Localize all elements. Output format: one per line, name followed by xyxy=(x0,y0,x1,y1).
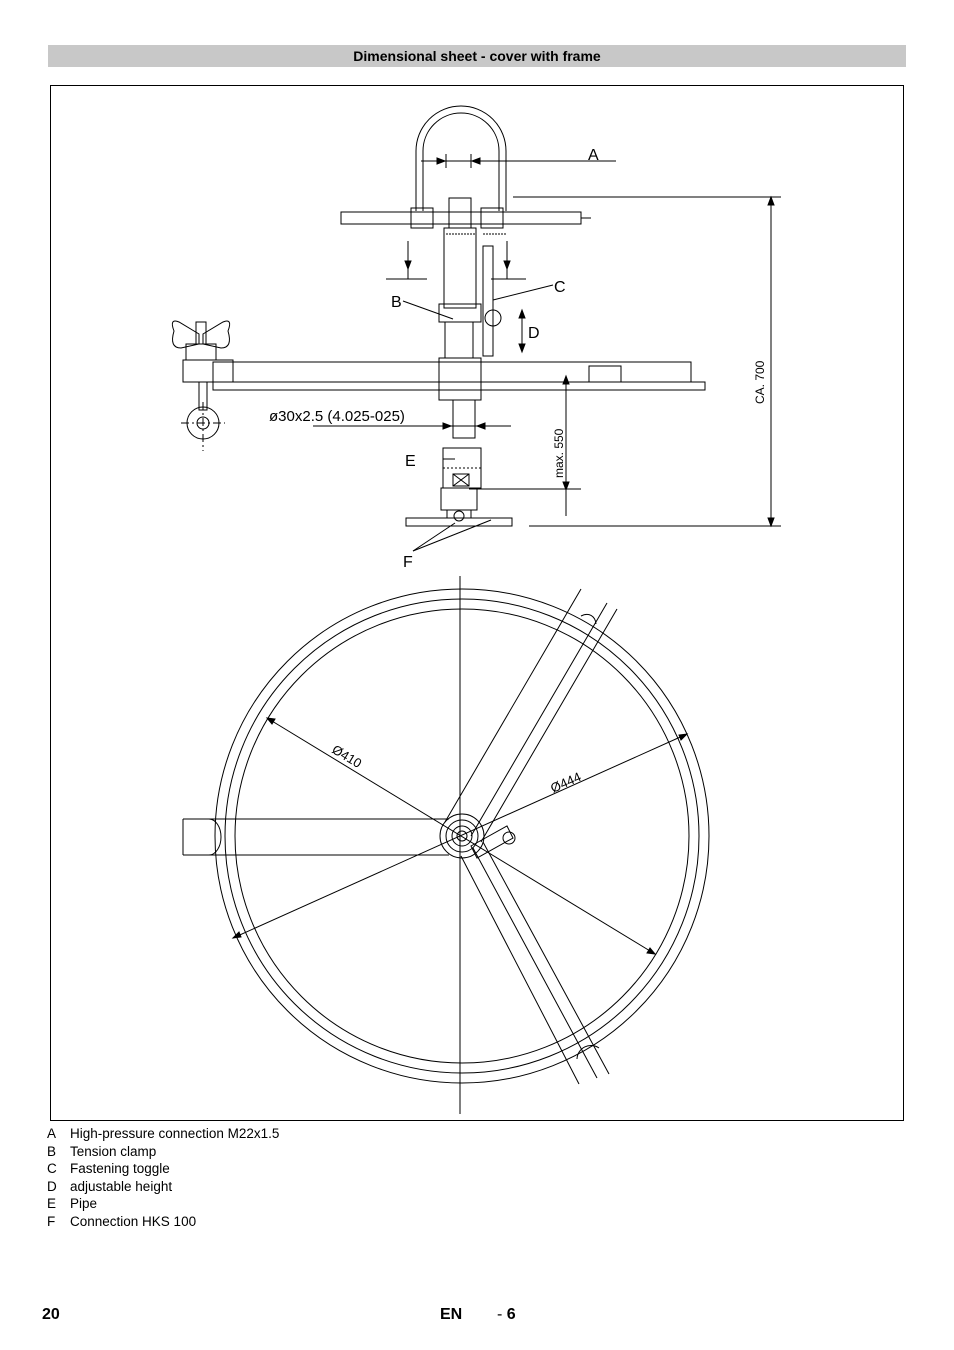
frame-stop xyxy=(589,366,621,382)
legend-item xyxy=(47,1213,279,1231)
dim-ca-arrow-down xyxy=(768,518,774,526)
handle-inner xyxy=(423,113,499,211)
drawing-canvas xyxy=(51,86,905,1122)
dim-ca-arrow-up xyxy=(768,197,774,205)
dim-max-arrow-up xyxy=(563,376,569,384)
legend-item xyxy=(47,1143,279,1161)
pipe-dimension-label: ø30x2.5 (4.025-025) xyxy=(269,408,405,425)
max-height-label: max. 550 xyxy=(552,428,566,478)
cover-plate xyxy=(213,362,691,382)
toggle-rod xyxy=(483,246,493,356)
hub-ring-3 xyxy=(452,826,472,846)
hks-base xyxy=(406,518,512,526)
legend-text: Connection HKS 100 xyxy=(70,1213,197,1229)
legend-text: adjustable height xyxy=(70,1178,173,1194)
dim-444-arrow-b xyxy=(679,734,687,740)
pipe-dim-arrow-l xyxy=(443,423,451,429)
outer-diameter-label: Ø444 xyxy=(548,769,584,796)
hub-ring-1 xyxy=(440,814,484,858)
dim-a-arrow-r xyxy=(472,158,480,164)
sub-page-value: 6 xyxy=(506,1306,516,1323)
legend-item xyxy=(47,1160,279,1178)
side-arrow-r xyxy=(504,261,510,269)
frame-inner-ring xyxy=(225,599,699,1073)
arm-dr-2 xyxy=(473,848,597,1078)
legend-key: C xyxy=(47,1161,57,1177)
dim-410-arrow-a xyxy=(267,718,275,724)
technical-drawing xyxy=(50,85,904,1121)
hub-ring-4 xyxy=(457,831,467,841)
legend-key: F xyxy=(47,1213,56,1229)
side-arrow-l xyxy=(405,261,411,269)
dim-444-arrow-a xyxy=(233,932,241,938)
handle-outer xyxy=(416,106,506,211)
pipe-upper xyxy=(453,400,475,438)
callout-e: E xyxy=(405,453,416,470)
leader-c xyxy=(493,285,553,300)
legend-text: Pipe xyxy=(70,1196,98,1212)
callout-a: A xyxy=(588,147,599,164)
legend xyxy=(47,1125,279,1231)
clamp-body xyxy=(445,322,473,358)
arm-dr-1 xyxy=(461,856,579,1084)
crossbar-nut-r xyxy=(481,208,503,228)
total-height-label: CA. 700 xyxy=(753,360,767,404)
sub-page-number xyxy=(497,1306,516,1324)
central-hub xyxy=(439,358,481,400)
dim-d-arrow-up xyxy=(519,310,525,318)
dim-d-arrow-down xyxy=(519,344,525,352)
sub-page-dash: - xyxy=(497,1306,503,1323)
legend-key: D xyxy=(47,1178,57,1194)
hub-ring-2 xyxy=(446,820,478,852)
top-crossbar xyxy=(341,212,581,224)
callout-b: B xyxy=(391,294,402,311)
legend-key: B xyxy=(47,1143,57,1159)
legend-text: High-pressure connection M22x1.5 xyxy=(70,1126,280,1141)
tension-clamp xyxy=(439,304,481,322)
arm-dr-3 xyxy=(483,842,609,1074)
legend-key: A xyxy=(47,1126,57,1141)
arm-ur-slot xyxy=(581,614,596,624)
cover-edge xyxy=(235,609,689,1063)
inner-diameter-label: Ø410 xyxy=(329,741,365,771)
clamp-block-left xyxy=(183,360,233,382)
pipe-dim-arrow-r xyxy=(477,423,485,429)
callout-c: C xyxy=(554,279,566,296)
legend-key: E xyxy=(47,1196,57,1212)
page-number: 20 xyxy=(42,1306,60,1323)
legend-item xyxy=(47,1125,279,1143)
frame-outer-ring xyxy=(215,589,709,1083)
upper-column xyxy=(444,228,476,308)
language-code: EN xyxy=(440,1306,463,1323)
callout-d: D xyxy=(528,325,540,342)
legend-item xyxy=(47,1195,279,1213)
dim-410-arrow-b xyxy=(647,948,655,954)
hks-nozzle xyxy=(454,511,464,521)
callout-f: F xyxy=(403,554,413,571)
legend-text: Tension clamp xyxy=(70,1143,157,1159)
hks-body xyxy=(441,488,477,510)
legend-text: Fastening toggle xyxy=(70,1161,170,1177)
frame-flange xyxy=(213,382,705,390)
crossbar-nut-l xyxy=(411,208,433,228)
dim-a-arrow-l xyxy=(437,158,445,164)
page-title: Dimensional sheet - cover with frame xyxy=(48,45,906,67)
legend-item xyxy=(47,1178,279,1196)
